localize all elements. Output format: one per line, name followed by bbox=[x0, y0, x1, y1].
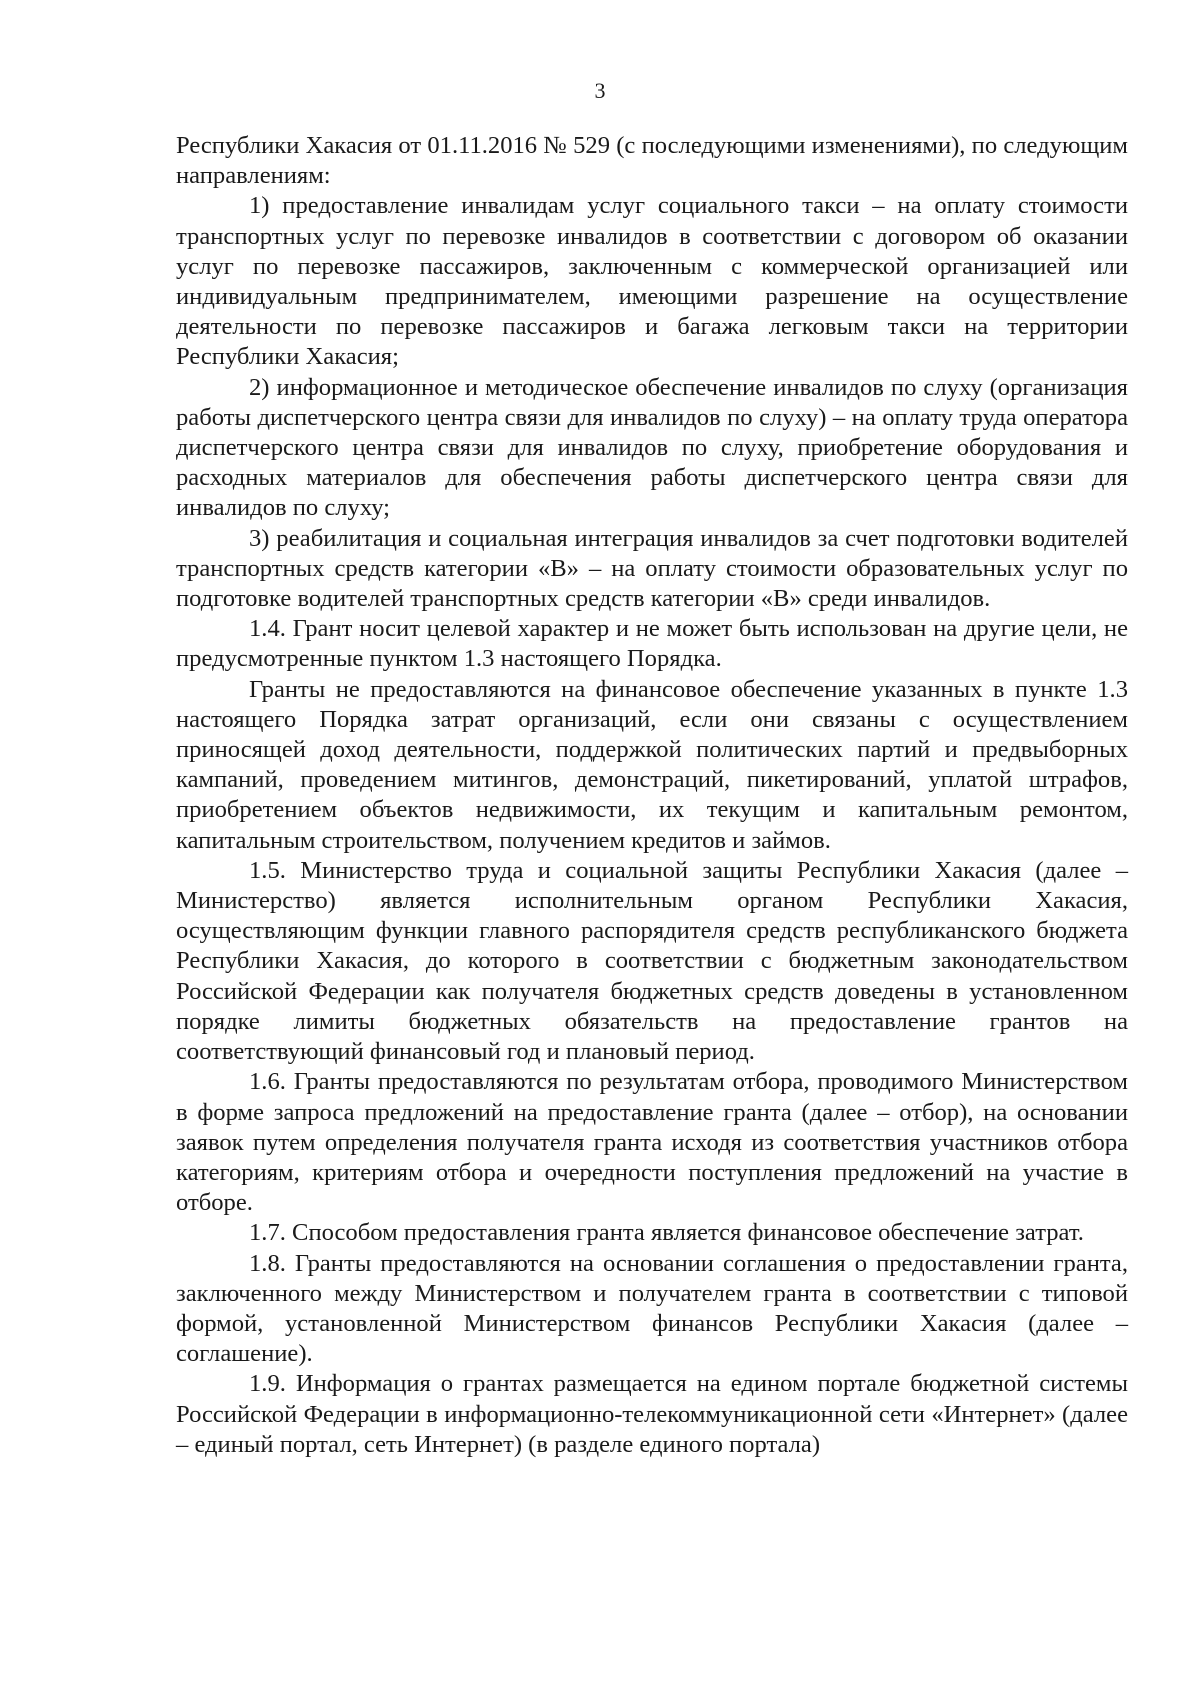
paragraph-1-4: 1.4. Грант носит целевой характер и не может быть использован на другие цели, не предусмотренные пунктом 1.3 настоящего Порядка. bbox=[176, 615, 1128, 673]
paragraph-1-5: 1.5. Министерство труда и социальной защиты Республики Хакасия (далее – Министерство) является исполнительным органом Республики Хакасия, осуществляющим функции главного распорядителя средств республиканского бюджета Республики Хакасия, до которого в соответствии с бюджетным законодательством Российской Федерации как получателя бюджетных средств доведены в установленном порядке лимиты бюджетных обязательств на предоставление грантов на соответствующий финансовый год и плановый период. bbox=[176, 856, 1128, 1066]
paragraph-grants-restrictions: Гранты не предоставляются на финансовое обеспечение указанных в пункте 1.3 настоящего Порядка затрат организаций, если они связаны с осуществлением приносящей доход деятельности, поддержкой политических партий и предвыборных кампаний, проведением митингов, демонстраций, пикетирований, уплатой штрафов, приобретением объектов недвижимости, их текущим и капитальным ремонтом, капитальным строительством, получением кредитов и займов. bbox=[176, 675, 1128, 854]
paragraph-1-7: 1.7. Способом предоставления гранта является финансовое обеспечение затрат. bbox=[249, 1219, 1084, 1247]
paragraph-item-2-hearing-support: 2) информационное и методическое обеспечение инвалидов по слуху (организация работы диспетчерского центра связи для инвалидов по слуху) – на оплату труда оператора диспетчерского центра связи для инвалидов по слуху, приобретение оборудования и расходных материалов для обеспечения работы диспетчерского центра связи для инвалидов по слуху; bbox=[176, 373, 1128, 522]
document-body bbox=[176, 131, 1128, 1460]
paragraph-item-1-social-taxi: 1) предоставление инвалидам услуг социального такси – на оплату стоимости транспортных услуг по перевозке инвалидов в соответствии с договором об оказании услуг по перевозке пассажиров, заключенным с коммерческой организацией или индивидуальным предпринимателем, имеющими разрешение на осуществление деятельности по перевозке пассажиров и багажа легковым такси на территории Республики Хакасия; bbox=[176, 192, 1128, 371]
paragraph-item-3-driver-training: 3) реабилитация и социальная интеграция инвалидов за счет подготовки водителей транспортных средств категории «В» – на оплату стоимости образовательных услуг по подготовке водителей транспортных средств категории «В» среди инвалидов. bbox=[176, 524, 1128, 613]
paragraph-1-9: 1.9. Информация о грантах размещается на едином портале бюджетной системы Российской Федерации в информационно-телекоммуникационной сети «Интернет» (далее – единый портал, сеть Интернет) (в разделе единого портала) bbox=[176, 1370, 1128, 1458]
page-number: 3 bbox=[594, 78, 606, 103]
paragraph-continuation: Республики Хакасия от 01.11.2016 № 529 (с последующими изменениями), по следующим направлениям: bbox=[176, 132, 1128, 190]
paragraph-1-6: 1.6. Гранты предоставляются по результатам отбора, проводимого Министерством в форме запроса предложений на предоставление гранта (далее – отбор), на основании заявок путем определения получателя гранта исходя из соответствия участников отбора категориям, критериям отбора и очередности поступления предложений на участие в отборе. bbox=[176, 1068, 1128, 1217]
paragraph-1-8: 1.8. Гранты предоставляются на основании соглашения о предоставлении гранта, заключенного между Министерством и получателем гранта в соответствии с типовой формой, установленной Министерством финансов Республики Хакасия (далее – соглашение). bbox=[176, 1249, 1128, 1368]
